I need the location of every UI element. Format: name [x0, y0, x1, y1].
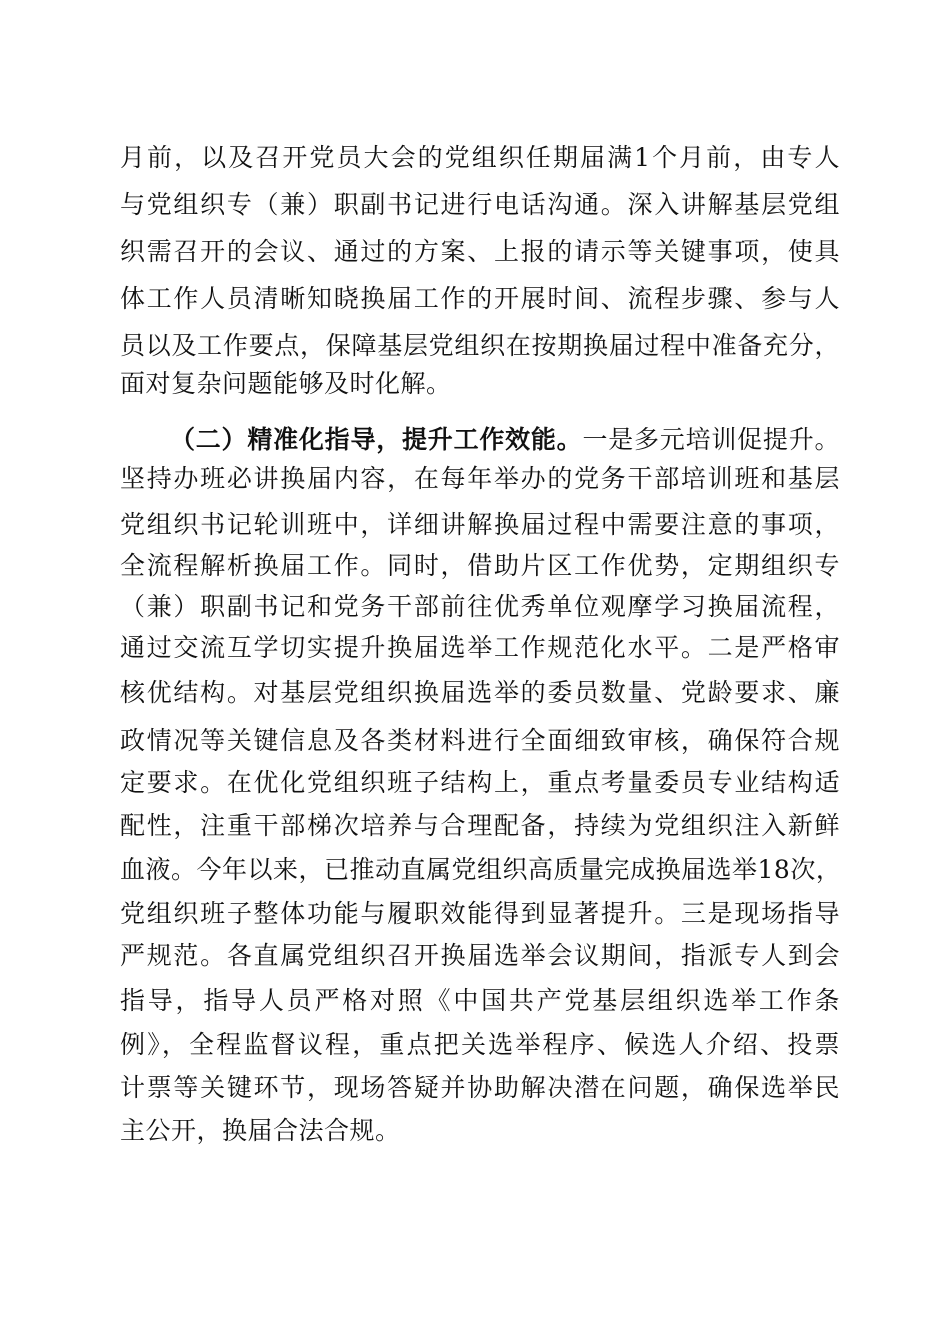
paragraph-2-line-14: 指导，指导人员严格对照《中国共产党基层组织选举工作条: [120, 986, 840, 1015]
section-heading: （二）精准化指导，提升工作效能。: [170, 425, 583, 454]
paragraph-2-line-7: 核优结构。对基层党组织换届选举的委员数量、党龄要求、廉: [120, 678, 840, 707]
paragraph-2-line-9: 定要求。在优化党组织班子结构上，重点考量委员专业结构适: [120, 768, 840, 797]
paragraph-1-line-2: 与党组织专（兼）职副书记进行电话沟通。深入讲解基层党组: [120, 190, 840, 219]
paragraph-2-line-17: 主公开，换届合法合规。: [120, 1116, 401, 1145]
paragraph-2-line-4: 全流程解析换届工作。同时，借助片区工作优势，定期组织专: [120, 551, 840, 580]
paragraph-2-line-2: 坚持办班必讲换届内容，在每年举办的党务干部培训班和基层: [120, 464, 840, 493]
section-first-line-text: 一是多元培训促提升。: [582, 425, 840, 454]
paragraph-1-line-1: 月前，以及召开党员大会的党组织任期届满1个月前，由专人: [120, 143, 840, 172]
paragraph-1-line-6: 面对复杂问题能够及时化解。: [120, 369, 452, 398]
paragraph-2-line-6: 通过交流互学切实提升换届选举工作规范化水平。二是严格审: [120, 633, 840, 662]
paragraph-1-line-4: 体工作人员清晰知晓换届工作的开展时间、流程步骤、参与人: [120, 284, 840, 313]
paragraph-2-line-12: 党组织班子整体功能与履职效能得到显著提升。三是现场指导: [120, 899, 840, 928]
paragraph-2-line-13: 严规范。各直属党组织召开换届选举会议期间，指派专人到会: [120, 941, 840, 970]
paragraph-2-line-8: 政情况等关键信息及各类材料进行全面细致审核，确保符合规: [120, 726, 840, 755]
paragraph-2-line-11: 血液。今年以来，已推动直属党组织高质量完成换届选举18次，: [120, 855, 842, 884]
paragraph-2-line-16: 计票等关键环节，现场答疑并协助解决潜在问题，确保选举民: [120, 1073, 840, 1102]
paragraph-1-line-5: 员以及工作要点，保障基层党组织在按期换届过程中准备充分，: [120, 331, 840, 360]
paragraph-2-line-3: 党组织书记轮训班中，详细讲解换届过程中需要注意的事项，: [120, 510, 840, 539]
paragraph-2-line-10: 配性，注重干部梯次培养与合理配备，持续为党组织注入新鲜: [120, 811, 840, 840]
paragraph-2-line-1: [170, 425, 840, 455]
paragraph-2-line-5: （兼）职副书记和党务干部前往优秀单位观摩学习换届流程，: [120, 592, 840, 621]
paragraph-2-line-15: 例》，全程监督议程，重点把关选举程序、候选人介绍、投票: [120, 1030, 840, 1059]
paragraph-1-line-3: 织需召开的会议、通过的方案、上报的请示等关键事项，使具: [120, 237, 840, 266]
